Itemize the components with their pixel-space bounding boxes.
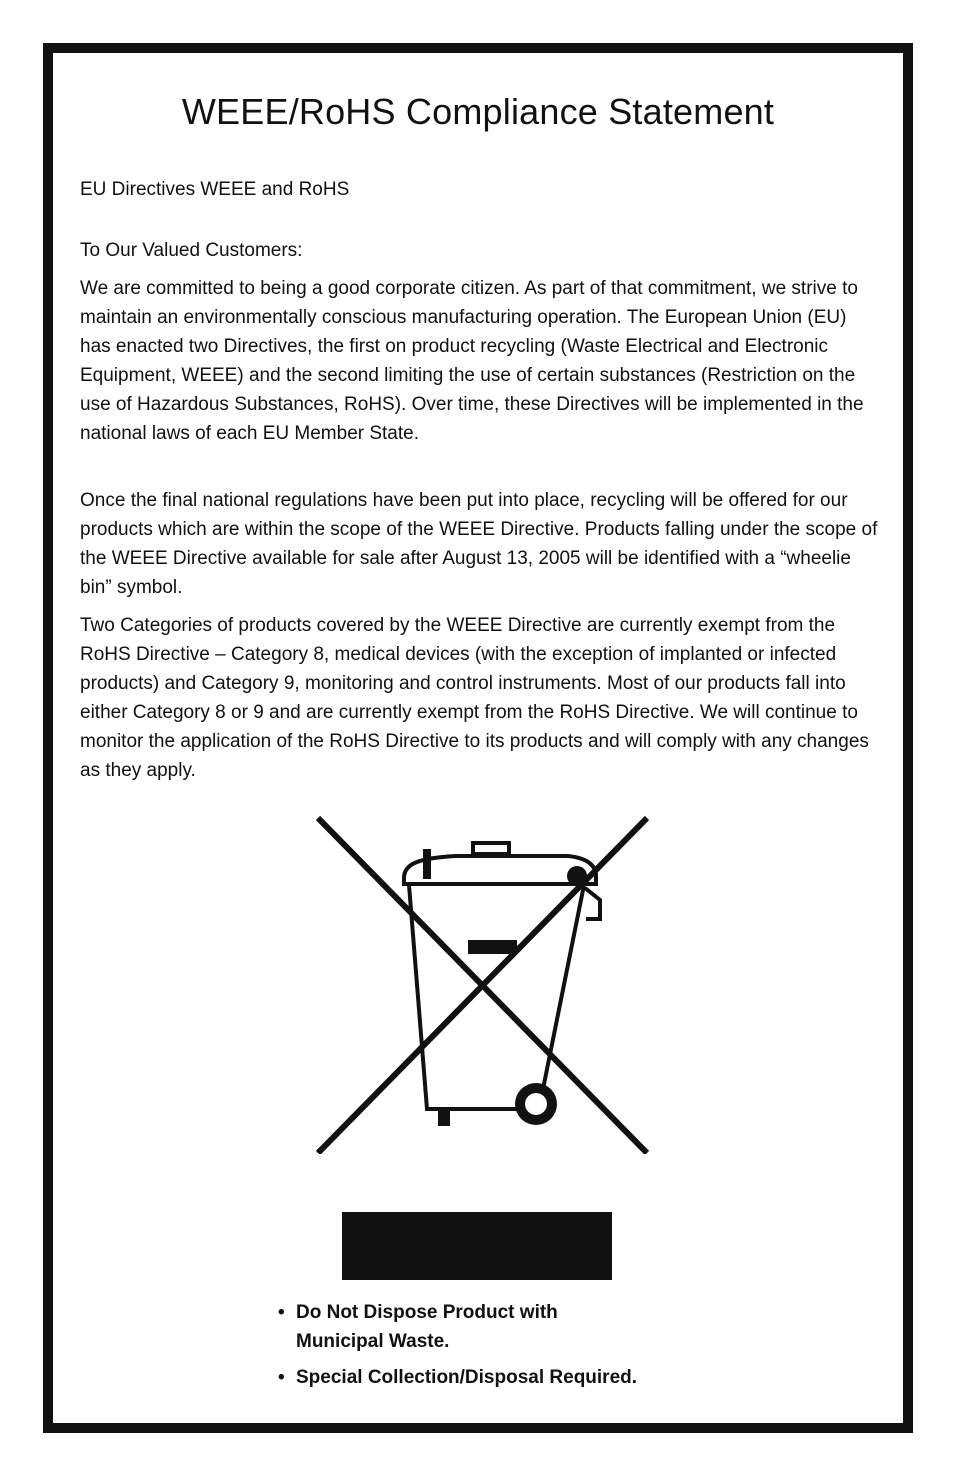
bullet-text: Special Collection/Disposal Required.	[296, 1367, 638, 1388]
list-item	[278, 1363, 838, 1392]
list-item	[278, 1298, 838, 1356]
section-subheading: EU Directives WEEE and RoHS	[80, 179, 350, 200]
disposal-instructions-list	[278, 1298, 838, 1399]
page-title: WEEE/RoHS Compliance Statement	[181, 91, 775, 132]
symbol-underbar	[342, 1212, 612, 1280]
paragraph-recycling: Once the final national regulations have been put into place, recycling will be offered for our products which are within the scope of the WEEE Directive. Products falling under the scope of the WEEE Directive available for sale after August 13, 2005 will be identified with a “wheelie bin” symbol.	[80, 490, 878, 598]
bullet-text: Do Not Dispose Product with Municipal Waste.	[296, 1302, 558, 1352]
paragraph-exemptions: Two Categories of products covered by the WEEE Directive are currently exempt from the RoHS Directive – Category 8, medical devices (with the exception of implanted or infected products) and Category 9, monitoring and control instruments. Most of our products fall into either Category 8 or 9 and are currently exempt from the RoHS Directive. We will continue to monitor the application of the RoHS Directive to its products and will comply with any changes as they apply.	[80, 615, 869, 781]
document-frame	[43, 43, 913, 1433]
crossed-out-wheelie-bin-icon	[306, 804, 651, 1154]
paragraph-commitment: We are committed to being a good corporate citizen. As part of that commitment, we strive to maintain an environmentally conscious manufacturing operation. The European Union (EU) has enacted two Directives, the first on product recycling (Waste Electrical and Electronic Equipment, WEEE) and the second limiting the use of certain substances (Restriction on the use of Hazardous Substances, RoHS). Over time, these Directives will be implemented in the national laws of each EU Member State.	[80, 278, 864, 444]
greeting: To Our Valued Customers:	[80, 240, 303, 261]
